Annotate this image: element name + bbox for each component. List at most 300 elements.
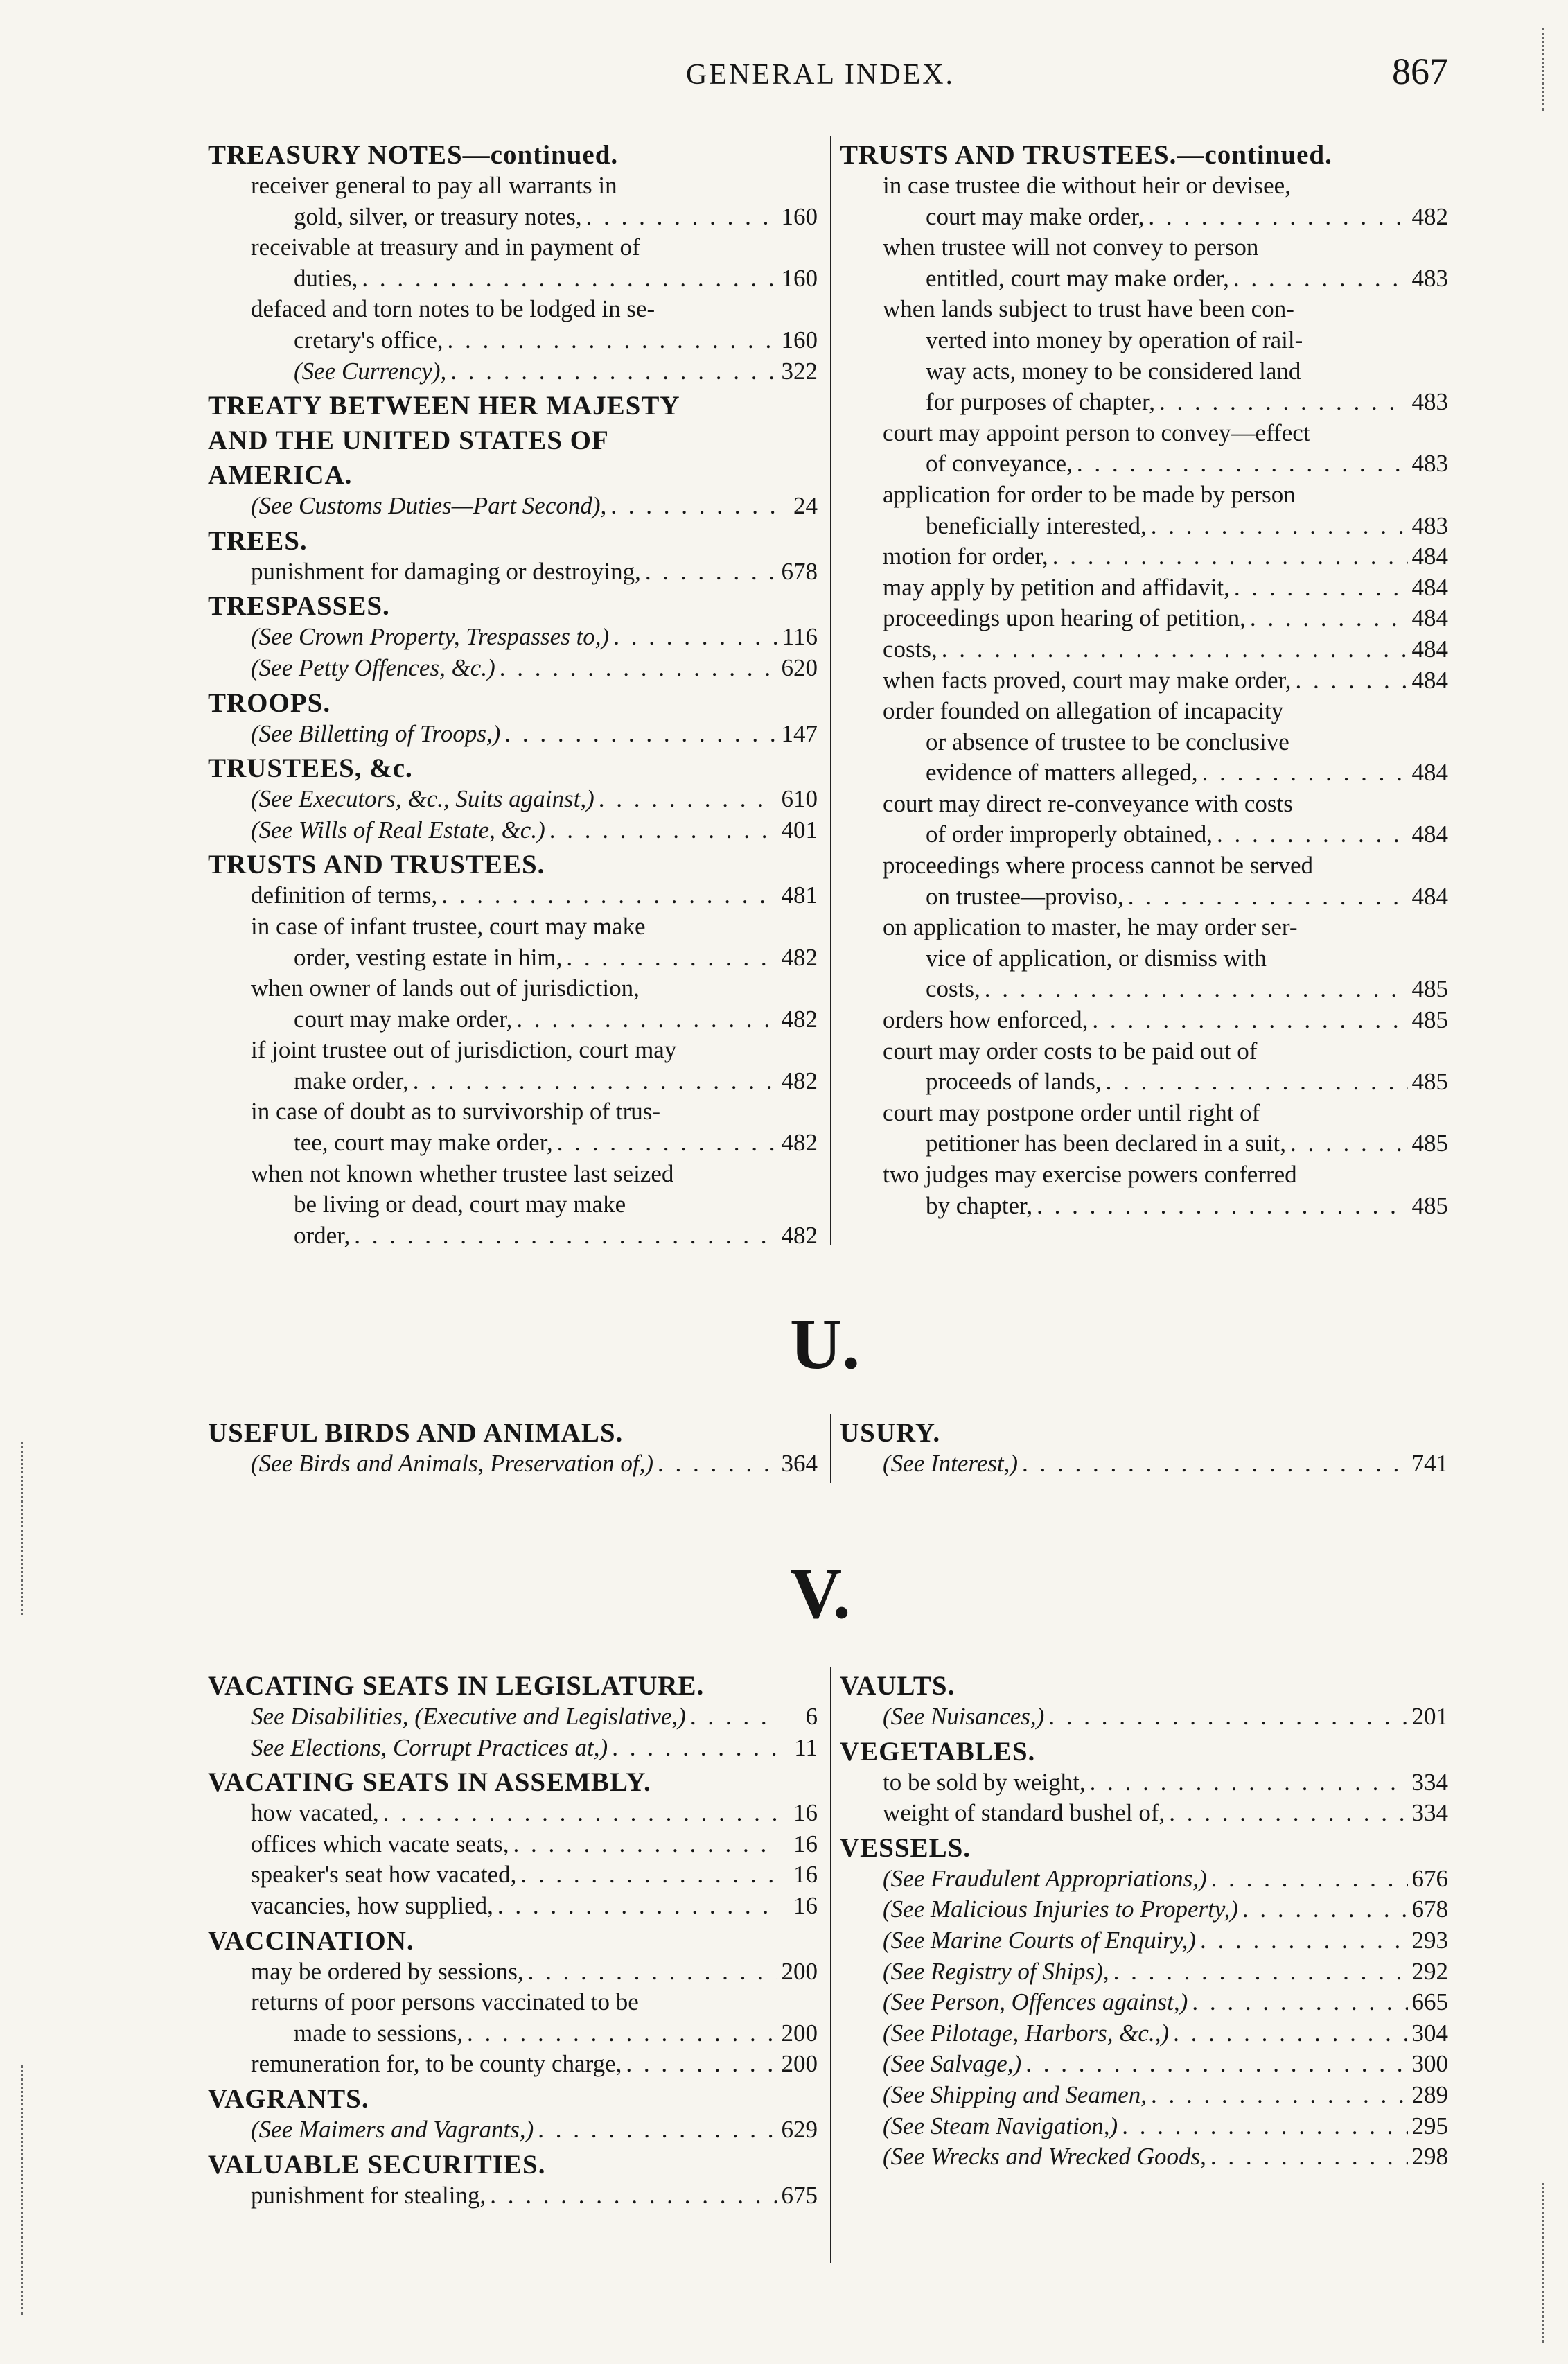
dot-leader [1192, 1987, 1407, 2018]
index-entry [840, 882, 1448, 913]
page-reference: 364 [781, 1450, 818, 1477]
index-entry-label: punishment for stealing, [251, 2181, 486, 2209]
index-heading: TREATY BETWEEN HER MAJESTY [208, 391, 680, 421]
index-entry [840, 1767, 1448, 1798]
index-entry [208, 1004, 818, 1035]
page-reference: 675 [781, 2181, 818, 2209]
dot-leader [513, 1829, 779, 1860]
index-entry-label: gold, silver, or treasury notes, [294, 202, 582, 230]
index-entry-text: or absence of trustee to be conclusive [926, 728, 1289, 755]
dot-leader [985, 974, 1408, 1005]
page-reference: 292 [1411, 1957, 1448, 1985]
index-heading: TREASURY NOTES—continued. [208, 140, 619, 170]
page-header [208, 50, 1448, 105]
index-entry [840, 1701, 1448, 1733]
index-entry [840, 2018, 1448, 2049]
index-entry [208, 2018, 818, 2049]
index-entry [208, 325, 818, 356]
dot-leader [1210, 2142, 1408, 2173]
index-entry-label: vacancies, how supplied, [251, 1891, 493, 1919]
index-entry-label: of conveyance, [926, 450, 1073, 478]
page-reference: 16 [793, 1861, 818, 1889]
index-entry-text: receivable at treasury and in payment of [251, 234, 640, 261]
page-reference: 322 [781, 357, 818, 385]
dot-leader [1250, 603, 1408, 634]
index-entry-text: court may postpone order until right of [883, 1098, 1260, 1126]
index-entry [840, 603, 1448, 634]
dot-leader [1048, 1701, 1407, 1733]
index-entry-label: (See Maimers and Vagrants,) [251, 2115, 534, 2143]
index-entry [208, 1448, 818, 1480]
index-entry [208, 784, 818, 815]
index-entry-text: be living or dead, court may make [294, 1191, 626, 1218]
index-entry-label: orders how enforced, [883, 1006, 1089, 1034]
index-heading: VACCINATION. [208, 1925, 414, 1956]
index-entry-label: (See Marine Courts of Enquiry,) [883, 1926, 1197, 1954]
page-reference: 200 [781, 2019, 818, 2047]
index-entry-text: receiver general to pay all warrants in [251, 172, 617, 199]
dot-leader [690, 1701, 779, 1733]
index-entry-label: how vacated, [251, 1799, 379, 1827]
section-v-right-column [840, 1667, 1448, 2173]
index-entry-label: (See Steam Navigation,) [883, 2112, 1118, 2139]
dot-leader [504, 719, 777, 750]
index-entry-text: returns of poor persons vaccinated to be [251, 1988, 639, 2016]
index-entry-label: speaker's seat how vacated, [251, 1861, 517, 1889]
index-entry [208, 943, 818, 974]
index-heading: USURY. [840, 1418, 941, 1448]
dot-leader [441, 880, 777, 911]
index-entry [840, 1128, 1448, 1159]
dot-leader [450, 356, 777, 387]
index-entry-text: court may appoint person to convey—effect [883, 419, 1310, 446]
dot-leader [1173, 2018, 1407, 2049]
index-entry-label: order, vesting estate in him, [294, 943, 563, 971]
page-reference: 200 [781, 2050, 818, 2078]
index-entry [208, 1701, 818, 1733]
index-heading: AND THE UNITED STATES OF [208, 426, 609, 456]
dot-leader [1025, 2049, 1407, 2080]
index-heading: VAGRANTS. [208, 2083, 369, 2114]
index-entry [208, 202, 818, 233]
index-entry-label: See Elections, Corrupt Practices at,) [251, 1733, 608, 1761]
index-entry [208, 1859, 818, 1891]
page-reference: 11 [794, 1733, 818, 1761]
page-reference: 298 [1411, 2143, 1448, 2171]
page-reference: 334 [1411, 1799, 1448, 1827]
dot-leader [1234, 572, 1408, 604]
index-entry-text: application for order to be made by person [883, 480, 1296, 508]
index-entry-label: (See Registry of Ships), [883, 1957, 1109, 1985]
dot-leader [1290, 1128, 1408, 1159]
index-entry-text: way acts, money to be considered land [926, 357, 1301, 385]
index-entry [840, 2049, 1448, 2080]
index-entry [208, 653, 818, 684]
index-heading: VESSELS. [840, 1832, 971, 1863]
dot-leader [566, 943, 777, 974]
index-entry-label: on trustee—proviso, [926, 882, 1124, 910]
dot-leader [658, 1448, 777, 1480]
index-entry [208, 491, 818, 522]
column-divider [830, 1414, 831, 1483]
section-t-left-column [208, 136, 818, 1251]
page-reference: 678 [1411, 1895, 1448, 1923]
index-entry-label: (See Currency), [294, 357, 447, 385]
index-heading: VAULTS. [840, 1671, 955, 1701]
page-reference: 482 [781, 1129, 818, 1157]
index-entry [208, 1066, 818, 1097]
dot-leader [586, 202, 777, 233]
page-reference: 485 [1411, 1068, 1448, 1096]
scan-edge-marks [21, 1442, 26, 1615]
dot-leader [538, 2115, 777, 2146]
index-heading: VALUABLE SECURITIES. [208, 2149, 546, 2180]
index-entry-text: vice of application, or dismiss with [926, 944, 1267, 972]
index-entry-text: court may direct re-conveyance with costs [883, 789, 1293, 817]
page-reference: 300 [1411, 2050, 1448, 2078]
page-reference: 483 [1411, 450, 1448, 478]
index-entry [840, 665, 1448, 697]
page-reference: 16 [793, 1799, 818, 1827]
index-entry [840, 1956, 1448, 1988]
dot-leader [383, 1798, 779, 1829]
page-reference: 484 [1411, 604, 1448, 632]
dot-leader [1211, 1864, 1408, 1895]
index-entry [840, 819, 1448, 850]
page-reference: 116 [782, 623, 818, 651]
index-entry-label: offices which vacate seats, [251, 1830, 509, 1857]
index-entry-label: (See Customs Duties—Part Second), [251, 492, 607, 520]
index-entry-text: two judges may exercise powers conferred [883, 1161, 1297, 1188]
page-reference: 484 [1411, 635, 1448, 663]
index-heading: VEGETABLES. [840, 1736, 1036, 1767]
page-reference: 484 [1411, 759, 1448, 787]
index-entry-text: court may order costs to be paid out of [883, 1037, 1258, 1065]
index-entry [208, 1220, 818, 1252]
dot-leader [1077, 448, 1408, 480]
index-entry-text: proceedings where process cannot be served [883, 852, 1313, 879]
index-entry-label: for purposes of chapter, [926, 388, 1155, 416]
index-entry [840, 758, 1448, 789]
dot-leader [1202, 758, 1408, 789]
index-entry [840, 1191, 1448, 1222]
index-entry-text: in case of infant trustee, court may make [251, 912, 646, 940]
index-entry [840, 634, 1448, 665]
dot-leader [1122, 2111, 1407, 2142]
index-entry-text: defaced and torn notes to be lodged in se- [251, 295, 655, 323]
index-entry [208, 2049, 818, 2080]
index-entry-text: when not known whether trustee last seized [251, 1159, 674, 1187]
index-entry [208, 1829, 818, 1860]
index-entry [208, 1798, 818, 1829]
section-t-right-column [840, 136, 1448, 1221]
index-entry-text: if joint trustee out of jurisdiction, court may [251, 1036, 677, 1064]
page-reference: 610 [781, 785, 818, 813]
index-entry [208, 557, 818, 588]
index-entry [840, 1894, 1448, 1925]
index-entry-label: proceedings upon hearing of petition, [883, 604, 1246, 632]
index-entry-label: See Disabilities, (Executive and Legislative,) [251, 1703, 686, 1730]
index-entry [840, 541, 1448, 572]
index-entry-text: on application to master, he may order ser- [883, 913, 1298, 941]
page-reference: 293 [1411, 1926, 1448, 1954]
page-reference: 483 [1411, 511, 1448, 539]
page-reference: 160 [781, 202, 818, 230]
dot-leader [1128, 882, 1408, 913]
dot-leader [1106, 1067, 1408, 1098]
page-reference: 16 [793, 1891, 818, 1919]
dot-leader [1022, 1448, 1408, 1480]
index-entry [840, 1987, 1448, 2018]
page-reference: 485 [1411, 1130, 1448, 1157]
index-entry [840, 387, 1448, 418]
index-entry [208, 815, 818, 846]
dot-leader [1242, 1894, 1408, 1925]
page-reference: 484 [1411, 666, 1448, 694]
page-reference: 200 [781, 1957, 818, 1985]
index-entry [208, 2115, 818, 2146]
page-reference: 629 [781, 2115, 818, 2143]
index-entry [208, 263, 818, 295]
index-entry [840, 1864, 1448, 1895]
dot-leader [1169, 1798, 1407, 1829]
index-entry-text: order founded on allegation of incapacity [883, 697, 1284, 725]
page-reference: 485 [1411, 1006, 1448, 1034]
index-entry-label: (See Executors, &c., Suits against,) [251, 785, 594, 813]
index-entry-label: make order, [294, 1067, 409, 1094]
dot-leader [645, 557, 777, 588]
index-entry [208, 1956, 818, 1988]
section-t [208, 136, 1448, 1259]
page-reference: 160 [781, 264, 818, 292]
index-heading: TREES. [208, 525, 308, 556]
index-entry-label: to be sold by weight, [883, 1768, 1086, 1796]
index-entry [840, 1798, 1448, 1829]
index-entry-label: (See Wrecks and Wrecked Goods, [883, 2143, 1206, 2171]
index-entry-label: court may make order, [294, 1005, 513, 1033]
dot-leader [549, 815, 777, 846]
column-divider [830, 1667, 831, 2263]
index-entry-label: costs, [883, 635, 937, 663]
dot-leader [520, 1859, 779, 1891]
dot-leader [612, 1733, 779, 1764]
index-entry-label: made to sessions, [294, 2019, 464, 2047]
index-entry-label: beneficially interested, [926, 511, 1147, 539]
page-reference: 24 [793, 492, 818, 520]
page-reference: 484 [1411, 882, 1448, 910]
index-entry-label: entitled, court may make order, [926, 264, 1229, 292]
index-entry-label: order, [294, 1221, 351, 1249]
index-entry-label: petitioner has been declared in a suit, [926, 1130, 1286, 1157]
page-reference: 485 [1411, 1191, 1448, 1219]
index-entry [840, 202, 1448, 233]
index-entry-label: weight of standard bushel of, [883, 1799, 1165, 1827]
dot-leader [1090, 1767, 1408, 1798]
dot-leader [1159, 387, 1408, 418]
dot-leader [942, 634, 1408, 665]
index-entry [208, 719, 818, 750]
index-entry [840, 1448, 1448, 1480]
index-entry-label: tee, court may make order, [294, 1129, 553, 1157]
page-reference: 482 [781, 1005, 818, 1033]
index-entry-label: (See Interest,) [883, 1450, 1018, 1477]
index-entry-label: by chapter, [926, 1191, 1033, 1219]
dot-leader [1151, 511, 1408, 542]
dot-leader [1052, 541, 1408, 572]
page-reference: 481 [781, 882, 818, 909]
index-entry-label: (See Petty Offences, &c.) [251, 654, 495, 681]
page-reference: 484 [1411, 821, 1448, 848]
page-number: 867 [1392, 51, 1448, 92]
page-reference: 160 [781, 326, 818, 353]
dot-leader [557, 1128, 777, 1159]
column-divider [830, 136, 831, 1245]
index-entry [840, 572, 1448, 604]
index-entry-label: remuneration for, to be county charge, [251, 2050, 622, 2078]
index-entry-label: may be ordered by sessions, [251, 1957, 524, 1985]
index-entry-label: punishment for damaging or destroying, [251, 557, 641, 585]
index-entry-text: verted into money by operation of rail- [926, 326, 1303, 353]
index-entry [840, 974, 1448, 1005]
page-reference: 334 [1411, 1768, 1448, 1796]
section-u-left-column [208, 1414, 818, 1480]
scan-edge-marks [21, 2065, 26, 2315]
dot-leader [1200, 1925, 1407, 1956]
index-entry [208, 2180, 818, 2212]
index-heading: TRESPASSES. [208, 591, 390, 622]
dot-leader [467, 2018, 777, 2049]
index-entry-text: when trustee will not convey to person [883, 234, 1259, 261]
index-entry [840, 1925, 1448, 1956]
dot-leader [354, 1220, 777, 1252]
page-reference: 483 [1411, 388, 1448, 416]
page-reference: 484 [1411, 573, 1448, 601]
scan-edge-marks [1542, 28, 1547, 111]
index-entry [208, 1733, 818, 1764]
index-entry-label: costs, [926, 975, 980, 1003]
index-entry [840, 263, 1448, 295]
dot-leader [1113, 1956, 1408, 1988]
index-entry-text: when owner of lands out of jurisdiction, [251, 974, 640, 1002]
page-reference: 676 [1411, 1864, 1448, 1892]
page-reference: 620 [781, 654, 818, 681]
index-entry [840, 2142, 1448, 2173]
section-u-right-column [840, 1414, 1448, 1480]
page-reference: 147 [781, 719, 818, 747]
page-reference: 304 [1411, 2019, 1448, 2047]
index-entry-label: definition of terms, [251, 882, 438, 909]
index-entry [208, 356, 818, 387]
index-heading: VACATING SEATS IN ASSEMBLY. [208, 1767, 651, 1798]
index-entry-label: may apply by petition and affidavit, [883, 573, 1230, 601]
page-reference: 482 [781, 943, 818, 971]
page-reference: 485 [1411, 975, 1448, 1003]
index-entry-label: of order improperly obtained, [926, 821, 1213, 848]
index-entry-label: (See Billetting of Troops,) [251, 719, 501, 747]
index-entry-label: (See Crown Property, Trespasses to,) [251, 623, 610, 651]
dot-leader [1148, 202, 1407, 233]
running-title: GENERAL INDEX. [686, 59, 955, 91]
index-entry-label: (See Birds and Animals, Preservation of,) [251, 1450, 653, 1477]
dot-leader [1217, 819, 1407, 850]
section-letter-v: V. [790, 1554, 851, 1634]
index-entry-label: court may make order, [926, 202, 1145, 230]
index-entry-label: when facts proved, court may make order, [883, 666, 1292, 694]
index-entry-label: proceeds of lands, [926, 1068, 1102, 1096]
page-reference: 401 [781, 816, 818, 843]
scan-edge-marks [1542, 2183, 1547, 2343]
dot-leader [613, 622, 778, 653]
index-entry [840, 2111, 1448, 2142]
page-reference: 482 [781, 1221, 818, 1249]
dot-leader [1151, 2080, 1407, 2111]
section-v [208, 1667, 1448, 2277]
dot-leader [1233, 263, 1408, 295]
index-entry-label: (See Pilotage, Harbors, &c.,) [883, 2019, 1170, 2047]
index-entry-label: duties, [294, 264, 358, 292]
index-entry-label: (See Salvage,) [883, 2050, 1022, 2078]
index-entry-text: in case trustee die without heir or devisee, [883, 172, 1291, 199]
page-reference: 484 [1411, 543, 1448, 570]
index-entry-label: motion for order, [883, 543, 1048, 570]
index-entry-label: (See Malicious Injuries to Property,) [883, 1895, 1238, 1923]
dot-leader [497, 1891, 779, 1922]
dot-leader [500, 653, 777, 684]
section-u [208, 1414, 1448, 1490]
dot-leader [1037, 1191, 1407, 1222]
section-letter-u: U. [790, 1304, 861, 1384]
index-entry-label: (See Nuisances,) [883, 1703, 1045, 1730]
index-entry [840, 2080, 1448, 2111]
dot-leader [490, 2180, 777, 2212]
dot-leader [448, 325, 777, 356]
index-entry [208, 1128, 818, 1159]
index-entry-label: evidence of matters alleged, [926, 759, 1198, 787]
index-heading: USEFUL BIRDS AND ANIMALS. [208, 1418, 624, 1448]
page-reference: 16 [793, 1830, 818, 1857]
page-reference: 482 [1411, 202, 1448, 230]
page-reference: 741 [1411, 1450, 1448, 1477]
dot-leader [626, 2049, 777, 2080]
index-entry-label: cretary's office, [294, 326, 443, 353]
dot-leader [516, 1004, 777, 1035]
page-reference: 6 [805, 1703, 818, 1730]
page-reference: 201 [1411, 1703, 1448, 1730]
index-entry-label: (See Person, Offences against,) [883, 1988, 1188, 2016]
index-entry-text: when lands subject to trust have been con- [883, 295, 1294, 323]
index-heading: TROOPS. [208, 688, 331, 718]
index-entry-label: (See Shipping and Seamen, [883, 2081, 1147, 2108]
index-entry [208, 622, 818, 653]
index-heading: TRUSTS AND TRUSTEES.—continued. [840, 140, 1332, 170]
index-entry-label: (See Wills of Real Estate, &c.) [251, 816, 545, 843]
dot-leader [599, 784, 777, 815]
section-v-left-column [208, 1667, 818, 2211]
index-heading: TRUSTS AND TRUSTEES. [208, 850, 545, 880]
index-entry [208, 1891, 818, 1922]
index-heading: TRUSTEES, &c. [208, 753, 413, 784]
index-entry [840, 511, 1448, 542]
index-entry-text: in case of doubt as to survivorship of trus- [251, 1098, 661, 1126]
dot-leader [610, 491, 779, 522]
page-reference: 482 [781, 1067, 818, 1094]
index-entry [208, 880, 818, 911]
dot-leader [413, 1066, 777, 1097]
page-reference: 483 [1411, 264, 1448, 292]
page-reference: 678 [781, 557, 818, 585]
index-heading: AMERICA. [208, 460, 353, 491]
index-entry [840, 448, 1448, 480]
